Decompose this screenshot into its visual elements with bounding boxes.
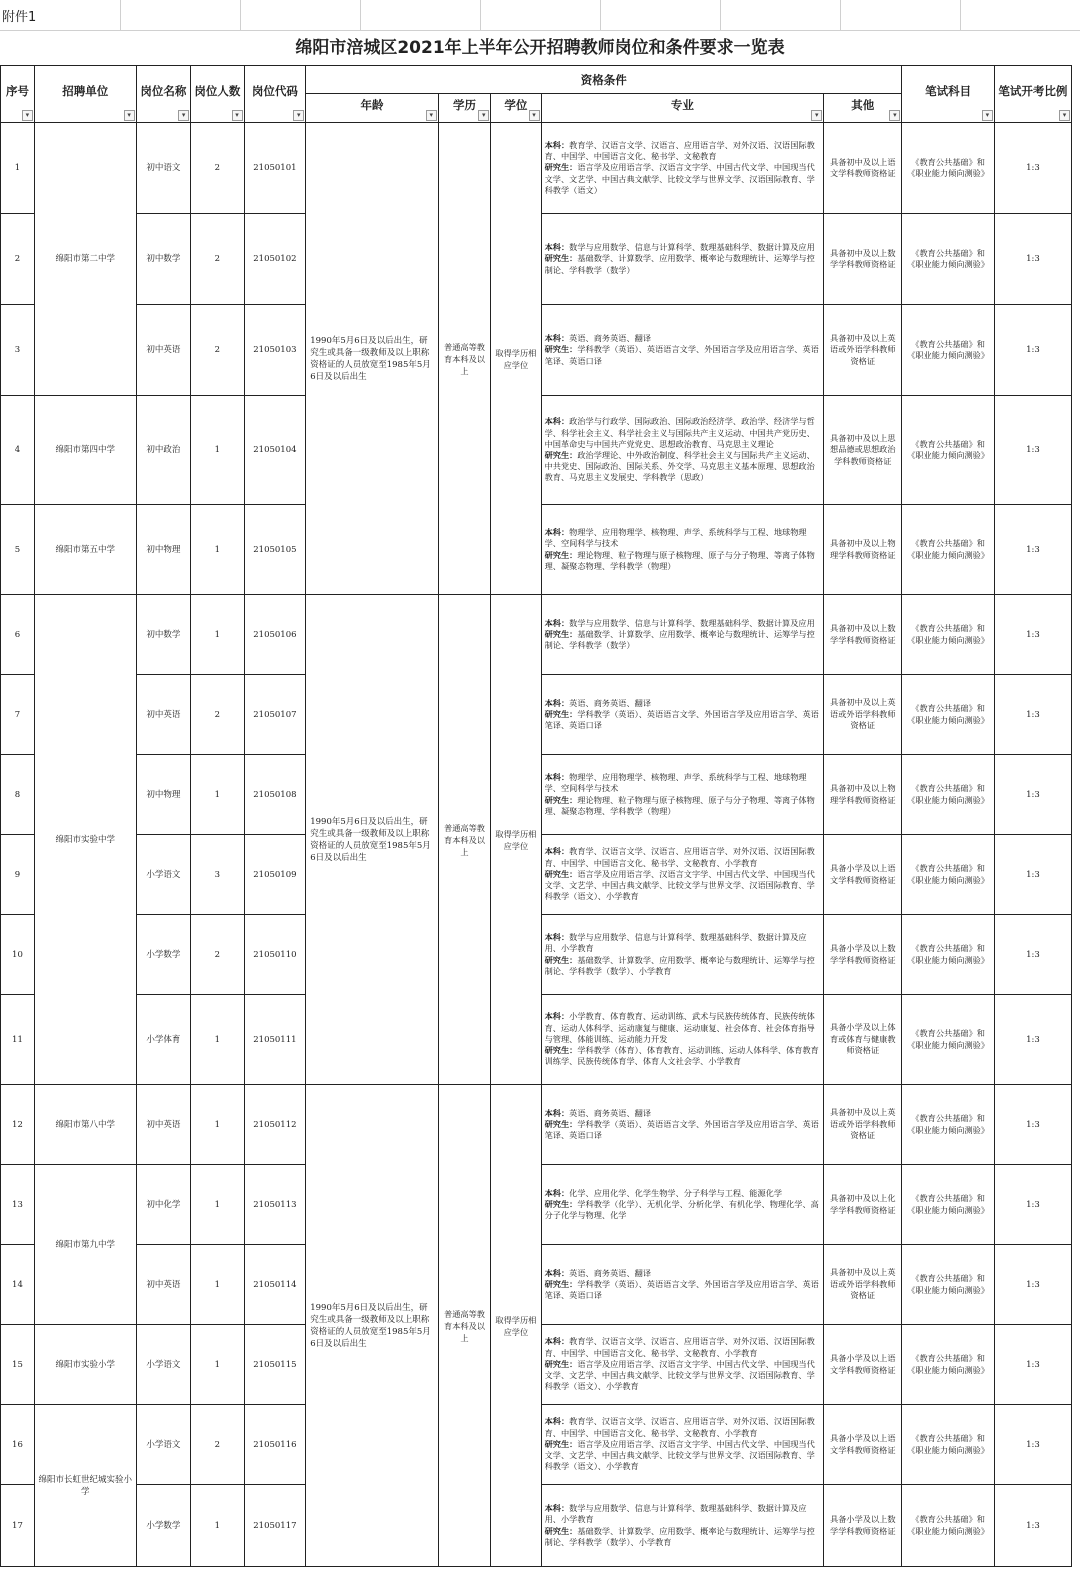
count-cell: 3	[191, 835, 244, 915]
seq-cell: 1	[1, 123, 35, 214]
count-cell: 2	[191, 675, 244, 755]
seq-cell: 7	[1, 675, 35, 755]
major-cell: 本科：数学与应用数学、信息与计算科学、数理基础科学、数据计算及应用、小学教育 研究生：基础数学、计算数学、应用数学、概率论与数理统计、运筹学与控制论、学科教学（数学）、小学教育	[541, 915, 824, 995]
ratio-cell: 1:3	[994, 396, 1071, 505]
header-degree[interactable]: 学位 ▾	[491, 94, 541, 123]
filter-dropdown-icon[interactable]: ▾	[811, 110, 822, 121]
count-cell: 1	[191, 1165, 244, 1245]
age-cell: 1990年5月6日及以后出生，研究生或具备一级教师及以上职称资格证的人员放宽至1985年5月6日及以后出生	[306, 595, 439, 1085]
degree-cell: 取得学历相应学位	[491, 123, 541, 595]
ratio-cell: 1:3	[994, 505, 1071, 595]
major-cell: 本科：数学与应用数学、信息与计算科学、数理基础科学、数据计算及应用、小学教育 研究生：基础数学、计算数学、应用数学、概率论与数理统计、运筹学与控制论、学科教学（数学）、小学教育	[541, 1485, 824, 1567]
table-row	[1, 123, 1072, 214]
position-cell: 初中英语	[136, 675, 190, 755]
unit-cell: 绵阳市第八中学	[34, 1085, 136, 1165]
count-cell: 1	[191, 755, 244, 835]
header-age[interactable]: 年龄 ▾	[306, 94, 439, 123]
filter-dropdown-icon[interactable]: ▾	[529, 110, 540, 121]
ratio-cell: 1:3	[994, 675, 1071, 755]
other-cell: 具备初中及以上英语或外语学科教师资格证	[824, 675, 902, 755]
filter-dropdown-icon[interactable]: ▾	[1059, 110, 1070, 121]
major-cell: 本科：教育学、汉语言文学、汉语言、应用语言学、对外汉语、汉语国际教育、中国学、中国语言文化、秘书学、文秘教育、小学教育 研究生：语言学及应用语言学、汉语言文字学、中国古代文学、中国现当代文学、文艺学、中国古典文献学、比较文学与世界文学、汉语国际教育、学科教学（语文）、小学教育	[541, 835, 824, 915]
other-cell: 具备初中及以上英语或外语学科教师资格证	[824, 1245, 902, 1325]
position-cell: 小学语文	[136, 835, 190, 915]
exam-cell: 《教育公共基础》和《职业能力倾向测验》	[902, 835, 995, 915]
header-exam[interactable]: 笔试科目 ▾	[902, 66, 995, 123]
count-cell: 1	[191, 995, 244, 1085]
seq-cell: 3	[1, 305, 35, 396]
count-cell: 1	[191, 1085, 244, 1165]
ratio-cell: 1:3	[994, 305, 1071, 396]
header-education[interactable]: 学历 ▾	[438, 94, 490, 123]
ratio-cell: 1:3	[994, 835, 1071, 915]
code-cell: 21050107	[244, 675, 306, 755]
position-cell: 小学数学	[136, 915, 190, 995]
count-cell: 1	[191, 1485, 244, 1567]
filter-dropdown-icon[interactable]: ▾	[22, 110, 33, 121]
major-cell: 本科：数学与应用数学、信息与计算科学、数理基础科学、数据计算及应用 研究生：基础数学、计算数学、应用数学、概率论与数理统计、运筹学与控制论、学科教学（数学）	[541, 214, 824, 305]
major-cell: 本科：物理学、应用物理学、核物理、声学、系统科学与工程、地球物理学、空间科学与技术 研究生：理论物理、粒子物理与原子核物理、原子与分子物理、等离子体物理、凝聚态物理、学科教学（物理）	[541, 505, 824, 595]
count-cell: 2	[191, 305, 244, 396]
ratio-cell: 1:3	[994, 1085, 1071, 1165]
header-major[interactable]: 专业 ▾	[541, 94, 824, 123]
code-cell: 21050112	[244, 1085, 306, 1165]
major-cell: 本科：教育学、汉语言文学、汉语言、应用语言学、对外汉语、汉语国际教育、中国学、中国语言文化、秘书学、文秘教育、小学教育 研究生：语言学及应用语言学、汉语言文字学、中国古代文学、中国现当代文学、文艺学、中国古典文献学、比较文学与世界文学、汉语国际教育、学科教学（语文）、小学教育	[541, 1325, 824, 1405]
position-cell: 初中政治	[136, 396, 190, 505]
exam-cell: 《教育公共基础》和《职业能力倾向测验》	[902, 123, 995, 214]
exam-cell: 《教育公共基础》和《职业能力倾向测验》	[902, 396, 995, 505]
ratio-cell: 1:3	[994, 123, 1071, 214]
code-cell: 21050106	[244, 595, 306, 675]
count-cell: 2	[191, 915, 244, 995]
header-seq[interactable]: 序号 ▾	[1, 66, 35, 123]
other-cell: 具备小学及以上语文学科教师资格证	[824, 835, 902, 915]
filter-dropdown-icon[interactable]: ▾	[293, 110, 304, 121]
ratio-cell: 1:3	[994, 595, 1071, 675]
recruitment-table	[0, 65, 1072, 1567]
ratio-cell: 1:3	[994, 995, 1071, 1085]
exam-cell: 《教育公共基础》和《职业能力倾向测验》	[902, 305, 995, 396]
seq-cell: 9	[1, 835, 35, 915]
position-cell: 小学语文	[136, 1325, 190, 1405]
filter-dropdown-icon[interactable]: ▾	[982, 110, 993, 121]
other-cell: 具备小学及以上数学学科教师资格证	[824, 915, 902, 995]
ratio-cell: 1:3	[994, 1245, 1071, 1325]
position-cell: 初中物理	[136, 505, 190, 595]
position-cell: 小学语文	[136, 1405, 190, 1485]
education-cell: 普通高等教育本科及以上	[438, 595, 490, 1085]
seq-cell: 12	[1, 1085, 35, 1165]
seq-cell: 2	[1, 214, 35, 305]
other-cell: 具备小学及以上语文学科教师资格证	[824, 1325, 902, 1405]
major-cell: 本科：政治学与行政学、国际政治、国际政治经济学、政治学、经济学与哲学、科学社会主义、科学社会主义与国际共产主义运动、中国共产党历史、中国革命史与中国共产党党史、思想政治教育、马克思主义理论 研究生：政治学理论、中外政治制度、科学社会主义与国际共产主义运动、中共党史、国际政治、国际关系、外交学、马克思主义基本原理、思想政治教育、马克思主义发展史、学科教学（思政）	[541, 396, 824, 505]
position-cell: 小学数学	[136, 1485, 190, 1567]
exam-cell: 《教育公共基础》和《职业能力倾向测验》	[902, 1405, 995, 1485]
table-row	[1, 1085, 1072, 1165]
count-cell: 1	[191, 1325, 244, 1405]
other-cell: 具备小学及以上数学学科教师资格证	[824, 1485, 902, 1567]
exam-cell: 《教育公共基础》和《职业能力倾向测验》	[902, 1485, 995, 1567]
header-unit[interactable]: 招聘单位 ▾	[34, 66, 136, 123]
degree-cell: 取得学历相应学位	[491, 595, 541, 1085]
header-ratio[interactable]: 笔试开考比例 ▾	[994, 66, 1071, 123]
unit-cell: 绵阳市第九中学	[34, 1165, 136, 1325]
filter-dropdown-icon[interactable]: ▾	[124, 110, 135, 121]
header-other[interactable]: 其他 ▾	[824, 94, 902, 123]
position-cell: 初中物理	[136, 755, 190, 835]
exam-cell: 《教育公共基础》和《职业能力倾向测验》	[902, 214, 995, 305]
other-cell: 具备初中及以上数学学科教师资格证	[824, 214, 902, 305]
major-cell: 本科：数学与应用数学、信息与计算科学、数理基础科学、数据计算及应用 研究生：基础数学、计算数学、应用数学、概率论与数理统计、运筹学与控制论、学科教学（数学）	[541, 595, 824, 675]
age-cell: 1990年5月6日及以后出生，研究生或具备一级教师及以上职称资格证的人员放宽至1985年5月6日及以后出生	[306, 123, 439, 595]
other-cell: 具备初中及以上化学学科教师资格证	[824, 1165, 902, 1245]
major-cell: 本科：化学、应用化学、化学生物学、分子科学与工程、能源化学 研究生：学科教学（化学）、无机化学、分析化学、有机化学、物理化学、高分子化学与物理、化学	[541, 1165, 824, 1245]
seq-cell: 6	[1, 595, 35, 675]
education-cell: 普通高等教育本科及以上	[438, 123, 490, 595]
code-cell: 21050109	[244, 835, 306, 915]
count-cell: 2	[191, 123, 244, 214]
code-cell: 21050103	[244, 305, 306, 396]
code-cell: 21050116	[244, 1405, 306, 1485]
position-cell: 初中语文	[136, 123, 190, 214]
filter-dropdown-icon[interactable]: ▾	[178, 110, 189, 121]
other-cell: 具备小学及以上体育或体育与健康教师资格证	[824, 995, 902, 1085]
count-cell: 1	[191, 505, 244, 595]
exam-cell: 《教育公共基础》和《职业能力倾向测验》	[902, 915, 995, 995]
seq-cell: 16	[1, 1405, 35, 1485]
page-title: 绵阳市涪城区2021年上半年公开招聘教师岗位和条件要求一览表	[295, 38, 785, 58]
ratio-cell: 1:3	[994, 1485, 1071, 1567]
position-cell: 初中数学	[136, 214, 190, 305]
code-cell: 21050105	[244, 505, 306, 595]
major-cell: 本科：小学教育、体育教育、运动训练、武术与民族传统体育、民族传统体育、运动人体科学、运动康复与健康、运动康复、社会体育、社会体育指导与管理、体能训练、运动能力开发 研究生：学科教学（体育）、体育教育、运动训练、运动人体科学、体育教育训练学、民族传统体育学、体育人文社会学、小学教育	[541, 995, 824, 1085]
position-cell: 小学体育	[136, 995, 190, 1085]
table-body	[1, 123, 1072, 1567]
position-cell: 初中英语	[136, 1085, 190, 1165]
seq-cell: 17	[1, 1485, 35, 1567]
header-position[interactable]: 岗位名称 ▾	[136, 66, 190, 123]
unit-cell: 绵阳市第二中学	[34, 123, 136, 396]
count-cell: 2	[191, 1405, 244, 1485]
code-cell: 21050108	[244, 755, 306, 835]
seq-cell: 5	[1, 505, 35, 595]
major-cell: 本科：英语、商务英语、翻译 研究生：学科教学（英语）、英语语言文学、外国语言学及应用语言学、英语笔译、英语口译	[541, 675, 824, 755]
unit-cell: 绵阳市第五中学	[34, 505, 136, 595]
filter-dropdown-icon[interactable]: ▾	[232, 110, 243, 121]
education-cell: 普通高等教育本科及以上	[438, 1085, 490, 1567]
position-cell: 初中英语	[136, 1245, 190, 1325]
ratio-cell: 1:3	[994, 214, 1071, 305]
code-cell: 21050113	[244, 1165, 306, 1245]
other-cell: 具备初中及以上英语或外语学科教师资格证	[824, 305, 902, 396]
exam-cell: 《教育公共基础》和《职业能力倾向测验》	[902, 505, 995, 595]
major-cell: 本科：英语、商务英语、翻译 研究生：学科教学（英语）、英语语言文学、外国语言学及应用语言学、英语笔译、英语口译	[541, 305, 824, 396]
other-cell: 具备初中及以上英语或外语学科教师资格证	[824, 1085, 902, 1165]
seq-cell: 15	[1, 1325, 35, 1405]
exam-cell: 《教育公共基础》和《职业能力倾向测验》	[902, 755, 995, 835]
major-cell: 本科：英语、商务英语、翻译 研究生：学科教学（英语）、英语语言文学、外国语言学及应用语言学、英语笔译、英语口译	[541, 1245, 824, 1325]
major-cell: 本科：教育学、汉语言文学、汉语言、应用语言学、对外汉语、汉语国际教育、中国学、中国语言文化、秘书学、文秘教育、小学教育 研究生：语言学及应用语言学、汉语言文字学、中国古代文学、中国现当代文学、文艺学、中国古典文献学、比较文学与世界文学、汉语国际教育、学科教学（语文）、小学教育	[541, 1405, 824, 1485]
exam-cell: 《教育公共基础》和《职业能力倾向测验》	[902, 675, 995, 755]
ratio-cell: 1:3	[994, 755, 1071, 835]
code-cell: 21050111	[244, 995, 306, 1085]
major-cell: 本科：教育学、汉语言文学、汉语言、应用语言学、对外汉语、汉语国际教育、中国学、中国语言文化、秘书学、文秘教育 研究生：语言学及应用语言学、汉语言文字学、中国古代文学、中国现当代文学、文艺学、中国古典文献学、比较文学与世界文学、汉语国际教育、学科教学（语文）	[541, 123, 824, 214]
other-cell: 具备初中及以上物理学科教师资格证	[824, 755, 902, 835]
position-cell: 初中英语	[136, 305, 190, 396]
position-cell: 初中化学	[136, 1165, 190, 1245]
count-cell: 2	[191, 214, 244, 305]
code-cell: 21050114	[244, 1245, 306, 1325]
code-cell: 21050115	[244, 1325, 306, 1405]
exam-cell: 《教育公共基础》和《职业能力倾向测验》	[902, 1165, 995, 1245]
count-cell: 1	[191, 396, 244, 505]
code-cell: 21050104	[244, 396, 306, 505]
unit-cell: 绵阳市实验中学	[34, 595, 136, 1085]
exam-cell: 《教育公共基础》和《职业能力倾向测验》	[902, 1325, 995, 1405]
major-cell: 本科：英语、商务英语、翻译 研究生：学科教学（英语）、英语语言文学、外国语言学及应用语言学、英语笔译、英语口译	[541, 1085, 824, 1165]
other-cell: 具备初中及以上思想品德或思想政治学科教师资格证	[824, 396, 902, 505]
other-cell: 具备初中及以上语文学科教师资格证	[824, 123, 902, 214]
other-cell: 具备初中及以上物理学科教师资格证	[824, 505, 902, 595]
table-row	[1, 595, 1072, 675]
position-cell: 初中数学	[136, 595, 190, 675]
count-cell: 1	[191, 595, 244, 675]
other-cell: 具备初中及以上数学学科教师资格证	[824, 595, 902, 675]
code-cell: 21050101	[244, 123, 306, 214]
filter-dropdown-icon[interactable]: ▾	[426, 110, 437, 121]
age-cell: 1990年5月6日及以后出生，研究生或具备一级教师及以上职称资格证的人员放宽至1985年5月6日及以后出生	[306, 1085, 439, 1567]
unit-cell: 绵阳市长虹世纪城实验小学	[34, 1405, 136, 1567]
code-cell: 21050102	[244, 214, 306, 305]
other-cell: 具备小学及以上语文学科教师资格证	[824, 1405, 902, 1485]
header-code[interactable]: 岗位代码 ▾	[244, 66, 306, 123]
seq-cell: 13	[1, 1165, 35, 1245]
exam-cell: 《教育公共基础》和《职业能力倾向测验》	[902, 1085, 995, 1165]
code-cell: 21050117	[244, 1485, 306, 1567]
filter-dropdown-icon[interactable]: ▾	[889, 110, 900, 121]
ratio-cell: 1:3	[994, 915, 1071, 995]
header-qualification: 资格条件	[306, 66, 902, 94]
exam-cell: 《教育公共基础》和《职业能力倾向测验》	[902, 1245, 995, 1325]
seq-cell: 10	[1, 915, 35, 995]
attachment-label: 附件1	[2, 10, 37, 25]
seq-cell: 8	[1, 755, 35, 835]
seq-cell: 11	[1, 995, 35, 1085]
ratio-cell: 1:3	[994, 1405, 1071, 1485]
ratio-cell: 1:3	[994, 1325, 1071, 1405]
degree-cell: 取得学历相应学位	[491, 1085, 541, 1567]
code-cell: 21050110	[244, 915, 306, 995]
count-cell: 1	[191, 1245, 244, 1325]
ratio-cell: 1:3	[994, 1165, 1071, 1245]
exam-cell: 《教育公共基础》和《职业能力倾向测验》	[902, 595, 995, 675]
unit-cell: 绵阳市第四中学	[34, 396, 136, 505]
unit-cell: 绵阳市实验小学	[34, 1325, 136, 1405]
seq-cell: 4	[1, 396, 35, 505]
attachment-bar	[0, 0, 1080, 31]
seq-cell: 14	[1, 1245, 35, 1325]
filter-dropdown-icon[interactable]: ▾	[478, 110, 489, 121]
major-cell: 本科：物理学、应用物理学、核物理、声学、系统科学与工程、地球物理学、空间科学与技术 研究生：理论物理、粒子物理与原子核物理、原子与分子物理、等离子体物理、凝聚态物理、学科教学（物理）	[541, 755, 824, 835]
exam-cell: 《教育公共基础》和《职业能力倾向测验》	[902, 995, 995, 1085]
header-count[interactable]: 岗位人数 ▾	[191, 66, 244, 123]
